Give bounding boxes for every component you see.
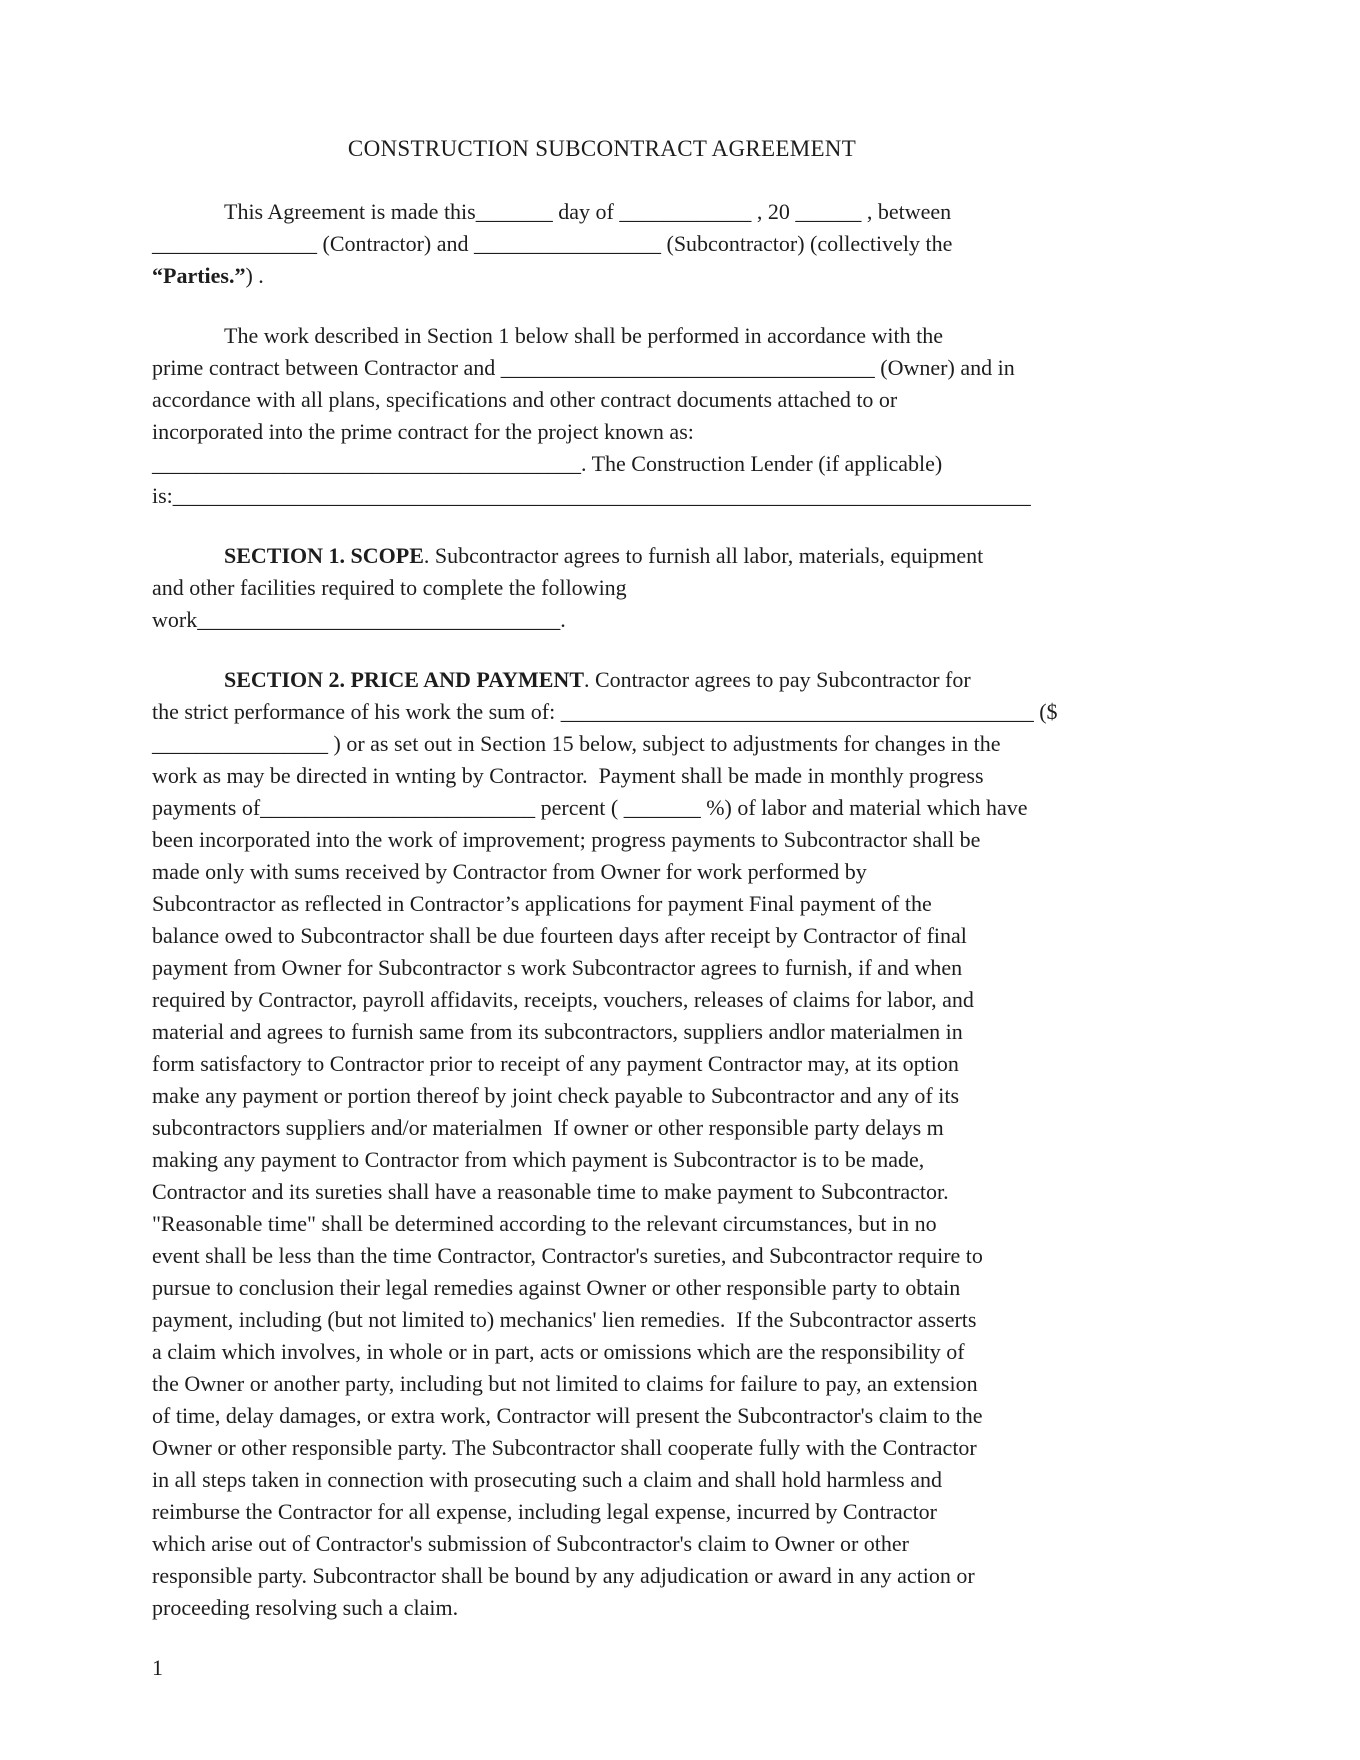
text-line: prime contract between Contractor and __________________________________ (Owner) and in: [152, 355, 1015, 380]
text-line: pursue to conclusion their legal remedies against Owner or other responsible party to obtain: [152, 1275, 961, 1300]
text-line: SECTION 1. SCOPE. Subcontractor agrees to furnish all labor, materials, equipment: [224, 543, 984, 568]
text-line: Owner or other responsible party. The Subcontractor shall cooperate fully with the Contractor: [152, 1435, 977, 1460]
text-line: work_________________________________.: [152, 607, 566, 632]
text-line: and other facilities required to complete the following: [152, 575, 627, 600]
document-body: [152, 196, 1167, 1624]
text-line: of time, delay damages, or extra work, Contractor will present the Subcontractor's claim to the: [152, 1403, 983, 1428]
paragraph: [152, 196, 1167, 292]
text-line: incorporated into the prime contract for the project known as:: [152, 419, 694, 444]
text-line: subcontractors suppliers and/or materialmen If owner or other responsible party delays m: [152, 1115, 944, 1140]
page-number: 1: [152, 1655, 163, 1680]
text-line: make any payment or portion thereof by joint check payable to Subcontractor and any of its: [152, 1083, 960, 1108]
text-line: reimburse the Contractor for all expense, including legal expense, incurred by Contractor: [152, 1499, 938, 1524]
document-title: CONSTRUCTION SUBCONTRACT AGREEMENT: [347, 136, 857, 161]
text-line: event shall be less than the time Contractor, Contractor's sureties, and Subcontractor require to: [152, 1243, 983, 1268]
text-line: "Reasonable time" shall be determined according to the relevant circumstances, but in no: [152, 1211, 937, 1236]
text-line: the Owner or another party, including but not limited to claims for failure to pay, an extension: [152, 1371, 978, 1396]
text-line: form satisfactory to Contractor prior to receipt of any payment Contractor may, at its option: [152, 1051, 959, 1076]
paragraph: [152, 320, 1167, 512]
paragraph: [152, 540, 1167, 636]
text-line: payment, including (but not limited to) mechanics' lien remedies. If the Subcontractor asserts: [152, 1307, 977, 1332]
text-line: in all steps taken in connection with prosecuting such a claim and shall hold harmless and: [152, 1467, 942, 1492]
text-line: is:______________________________________________________________________________: [152, 483, 1031, 508]
text-line: Contractor and its sureties shall have a reasonable time to make payment to Subcontractor.: [152, 1179, 949, 1204]
text-line: work as may be directed in wnting by Contractor. Payment shall be made in monthly progress: [152, 763, 984, 788]
text-line: proceeding resolving such a claim.: [152, 1595, 459, 1620]
text-line: This Agreement is made this_______ day of ____________ , 20 ______ , between: [224, 199, 952, 224]
text-line: accordance with all plans, specifications and other contract documents attached to or: [152, 387, 898, 412]
text-line: SECTION 2. PRICE AND PAYMENT. Contractor agrees to pay Subcontractor for: [224, 667, 971, 692]
text-line: required by Contractor, payroll affidavits, receipts, vouchers, releases of claims for labor, and: [152, 987, 974, 1012]
text-line: made only with sums received by Contractor from Owner for work performed by: [152, 859, 867, 884]
text-line: making any payment to Contractor from which payment is Subcontractor is to be made,: [152, 1147, 925, 1172]
text-line: The work described in Section 1 below shall be performed in accordance with the: [224, 323, 944, 348]
text-line: ________________ ) or as set out in Section 15 below, subject to adjustments for changes in the: [152, 731, 1001, 756]
text-line: responsible party. Subcontractor shall be bound by any adjudication or award in any action or: [152, 1563, 975, 1588]
text-line: “Parties.”) .: [152, 263, 264, 288]
text-line: balance owed to Subcontractor shall be due fourteen days after receipt by Contractor of final: [152, 923, 967, 948]
text-line: material and agrees to furnish same from its subcontractors, suppliers andlor materialmen in: [152, 1019, 963, 1044]
document-content: [152, 133, 1167, 1684]
text-line: been incorporated into the work of improvement; progress payments to Subcontractor shall be: [152, 827, 981, 852]
text-line: the strict performance of his work the sum of: ___________________________________________ ($: [152, 699, 1058, 724]
text-line: which arise out of Contractor's submission of Subcontractor's claim to Owner or other: [152, 1531, 909, 1556]
text-line: _______________________________________. The Construction Lender (if applicable): [152, 451, 943, 476]
text-line: _______________ (Contractor) and _________________ (Subcontractor) (collectively the: [152, 231, 953, 256]
text-line: a claim which involves, in whole or in part, acts or omissions which are the responsibility of: [152, 1339, 965, 1364]
text-line: Subcontractor as reflected in Contractor’s applications for payment Final payment of the: [152, 891, 932, 916]
text-line: payment from Owner for Subcontractor s work Subcontractor agrees to furnish, if and when: [152, 955, 963, 980]
text-line: payments of_________________________ percent ( _______ %) of labor and material which have: [152, 795, 1028, 820]
paragraph: [152, 664, 1167, 1624]
